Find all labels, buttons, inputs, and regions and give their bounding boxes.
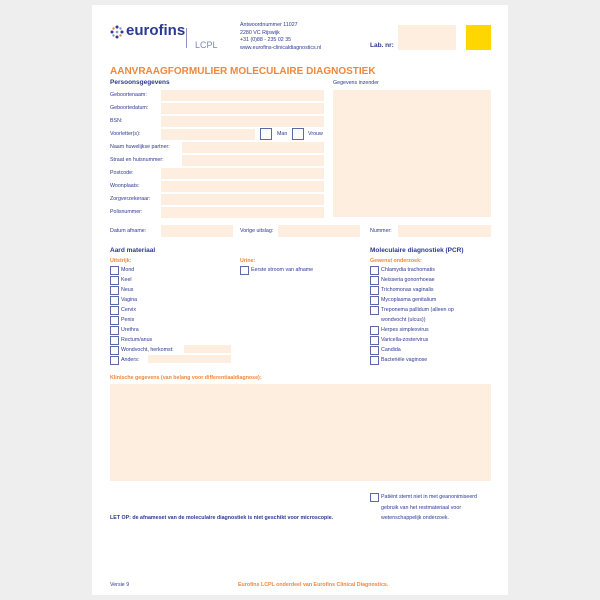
checkbox[interactable] [370, 306, 379, 315]
partner-field[interactable] [182, 142, 324, 153]
field-label: Woonplaats: [110, 183, 140, 189]
checkbox[interactable] [110, 266, 119, 275]
page-title: AANVRAAGFORMULIER MOLECULAIRE DIAGNOSTIEK [110, 66, 376, 77]
field-label: Nummer: [370, 228, 392, 234]
consent-text: gebruik van het restmateriaal voor [381, 504, 462, 511]
checkbox[interactable] [110, 316, 119, 325]
checkbox[interactable] [110, 296, 119, 305]
wondvocht-field[interactable] [184, 345, 231, 353]
footer-text: Eurofins LCPL onderdeel van Eurofins Clinical Diagnostics. [238, 582, 389, 588]
checkbox-label: Varicella-zostervirus [381, 337, 429, 343]
checkbox[interactable] [370, 276, 379, 285]
checkbox-label: Neus [121, 287, 134, 293]
lab-nr-label: Lab. nr: [370, 42, 394, 49]
nummer-field[interactable] [398, 225, 491, 237]
warning-text: LET OP: de afnameset van de moleculaire diagnostiek is niet geschikt voor microscopie. [110, 515, 334, 521]
zorgverzekeraar-field[interactable] [161, 194, 324, 205]
checkbox-label: Chlamydia trachomatis [381, 267, 435, 273]
eurofins-logo-icon [110, 25, 124, 39]
address-line: 2280 VC Rijswijk [240, 29, 280, 36]
yellow-marker [466, 25, 491, 50]
checkbox-label: Vagina [121, 297, 138, 303]
checkbox[interactable] [370, 296, 379, 305]
logo-text: eurofins [126, 22, 186, 39]
straat-field[interactable] [182, 155, 324, 166]
vrouw-label: Vrouw [308, 131, 323, 137]
urine-checkbox[interactable] [240, 266, 249, 275]
checkbox-label: wondvocht (ulcus)) [381, 317, 426, 323]
checkbox[interactable] [370, 266, 379, 275]
checkbox-label: Trichomonas vaginalis [381, 287, 434, 293]
field-label: Datum afname: [110, 228, 147, 234]
checkbox-label: Urethra [121, 327, 139, 333]
checkbox-label: Wondvocht, herkomst: [121, 347, 174, 353]
vorige-uitslag-field[interactable] [278, 225, 360, 237]
checkbox[interactable] [110, 356, 119, 365]
man-checkbox[interactable] [260, 128, 272, 140]
field-label: Straat en huisnummer: [110, 157, 164, 163]
field-label: BSN: [110, 118, 123, 124]
address-line: +31 (0)88 - 235 02 35 [240, 37, 292, 43]
checkbox[interactable] [370, 346, 379, 355]
checkbox-label: Cervix [121, 307, 137, 313]
subheading: Gewenst onderzoek: [370, 258, 422, 264]
inzender-field[interactable] [333, 90, 491, 217]
checkbox-label: Bacteriële vaginose [381, 357, 428, 363]
section-heading: Persoonsgegevens [110, 79, 170, 86]
field-label: Postcode: [110, 170, 134, 176]
checkbox[interactable] [110, 346, 119, 355]
consent-text: wetenschappelijk onderzoek. [381, 515, 450, 521]
klinisch-field[interactable] [110, 384, 491, 481]
checkbox[interactable] [110, 286, 119, 295]
man-label: Man [277, 131, 288, 137]
voorletters-field[interactable] [161, 129, 255, 140]
address-line: Antwoordnummer 11027 [240, 22, 298, 28]
checkbox-label: Penis [121, 317, 135, 323]
checkbox[interactable] [110, 326, 119, 335]
field-label: Zorgverzekeraar: [110, 196, 151, 202]
geboortedatum-field[interactable] [161, 103, 324, 114]
checkbox-label: Mycoplasma genitalium [381, 297, 437, 303]
checkbox[interactable] [110, 276, 119, 285]
version-label: Versie 9 [110, 582, 130, 588]
klinisch-label: Klinische gegevens (van belang voor differentiaaldiagnose): [110, 375, 262, 381]
consent-checkbox[interactable] [370, 493, 379, 502]
field-label: Vorige uitslag: [240, 228, 274, 234]
section-heading: Aard materiaal [110, 247, 156, 254]
field-label: Voorletter(s): [110, 131, 141, 137]
vrouw-checkbox[interactable] [292, 128, 304, 140]
field-label: Polisnummer: [110, 209, 143, 215]
subheading: Urine: [240, 258, 256, 264]
checkbox-label: Herpes simplexvirus [381, 327, 429, 333]
checkbox[interactable] [370, 356, 379, 365]
anders-field[interactable] [148, 355, 231, 363]
checkbox-label: Rectum/anus [121, 337, 153, 343]
checkbox-label: Keel [121, 277, 132, 283]
field-label: Geboortedatum: [110, 105, 149, 111]
checkbox[interactable] [110, 336, 119, 345]
postcode-field[interactable] [161, 168, 324, 179]
checkbox-label: Candida [381, 347, 401, 353]
checkbox-label: Eerste stroom van afname [251, 267, 314, 273]
address-line: www.eurofins-clinicaldiagnostics.nl [240, 44, 322, 51]
woonplaats-field[interactable] [161, 181, 324, 192]
checkbox-label: Treponema pallidum (alleen op [381, 307, 454, 313]
lcpl-label: LCPL [195, 40, 218, 50]
checkbox[interactable] [370, 336, 379, 345]
checkbox-label: Neisseria gonorrhoeae [381, 277, 435, 283]
bsn-field[interactable] [161, 116, 324, 127]
lab-nr-field[interactable] [398, 25, 456, 50]
field-label: Naam huwelijkse partner: [110, 144, 170, 150]
checkbox[interactable] [110, 306, 119, 315]
checkbox[interactable] [370, 326, 379, 335]
geboortenaam-field[interactable] [161, 90, 324, 101]
section-heading: Gegevens inzender [333, 80, 379, 86]
checkbox-label: Mond [121, 267, 135, 273]
subheading: Uitstrijk: [110, 258, 132, 264]
divider [186, 28, 187, 48]
consent-text: Patiënt stemt niet in met geanonimiseerd [381, 494, 477, 500]
datum-afname-field[interactable] [161, 225, 233, 237]
field-label: Geboortenaam: [110, 92, 147, 98]
checkbox[interactable] [370, 286, 379, 295]
checkbox-label: Anders: [121, 357, 140, 363]
section-heading: Moleculaire diagnostiek (PCR) [370, 247, 464, 254]
polisnummer-field[interactable] [161, 207, 324, 218]
